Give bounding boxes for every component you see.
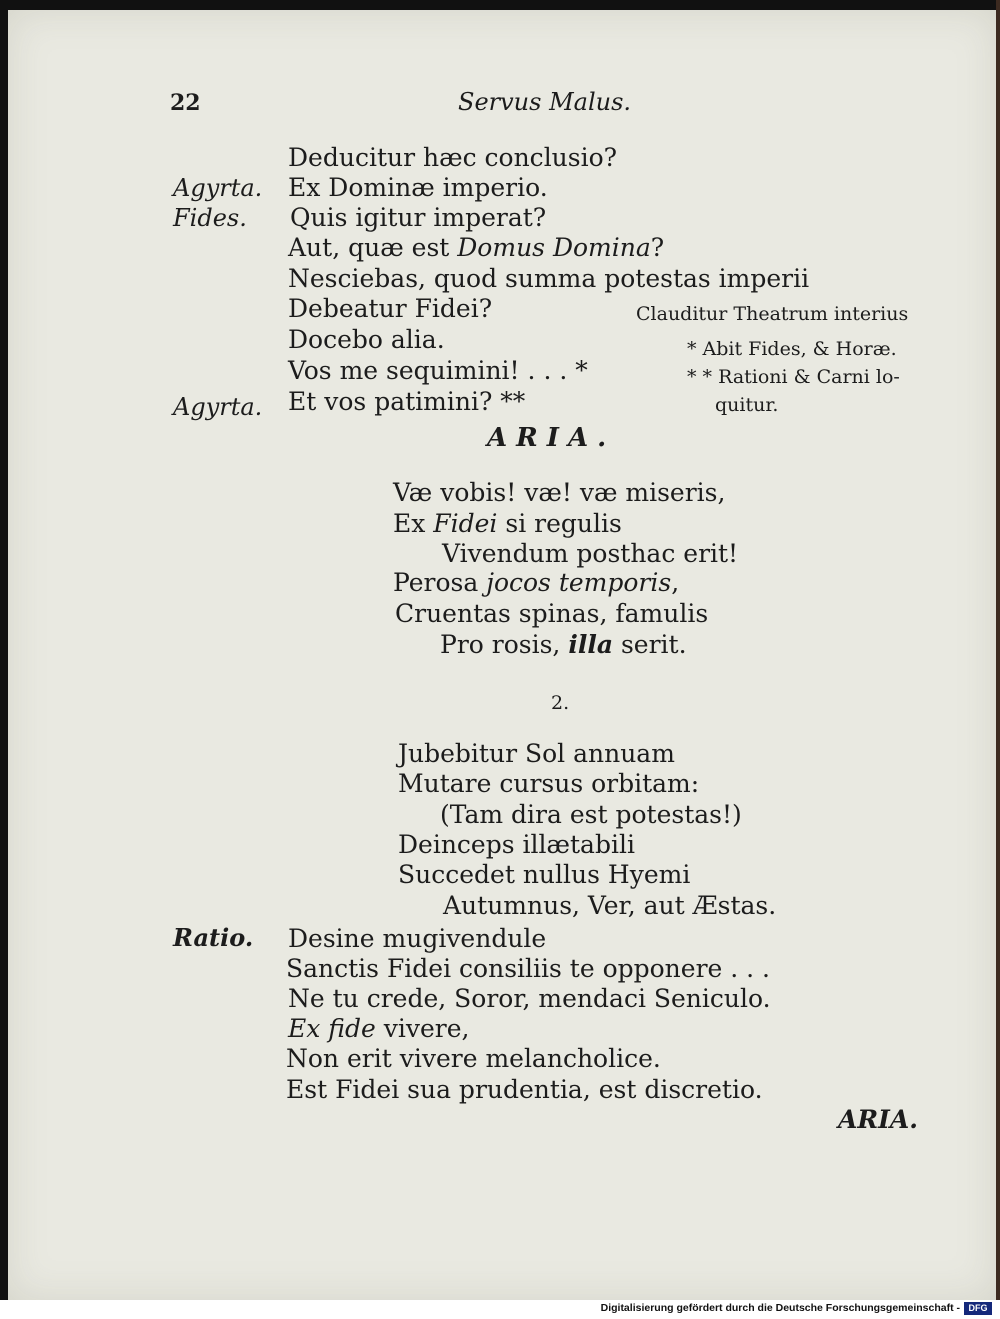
- verse-line: Mutare cursus orbitam:: [398, 769, 700, 798]
- dialogue-line: Et vos patimini? **: [288, 387, 526, 416]
- dialogue-line: Sanctis Fidei consiliis te opponere . . .: [286, 954, 770, 983]
- catchword: ARIA.: [838, 1105, 918, 1134]
- dialogue-line: Quis igitur imperat?: [290, 203, 547, 232]
- speaker-agyrta: Agyrta.: [173, 174, 263, 202]
- verse-line: Ex Fidei si regulis: [393, 509, 622, 538]
- verse-line: Vivendum posthac erit!: [442, 539, 739, 568]
- stage-direction: quitur.: [715, 394, 779, 416]
- verse-line: Jubebitur Sol annuam: [398, 739, 675, 768]
- aria-heading: ARIA.: [487, 423, 616, 453]
- dialogue-line: Vos me sequimini! . . . *: [288, 356, 588, 385]
- footer-credit: Digitalisierung gefördert durch die Deutsche Forschungsgemeinschaft -: [600, 1302, 960, 1314]
- dialogue-line: Nesciebas, quod summa potestas imperii: [288, 264, 810, 293]
- dialogue-line: Non erit vivere melancholice.: [286, 1044, 661, 1073]
- dialogue-line: Ex fide vivere,: [288, 1014, 470, 1043]
- verse-line: (Tam dira est potestas!): [440, 800, 742, 829]
- dialogue-line: Deducitur hæc conclusio?: [288, 143, 618, 172]
- verse-line: Perosa jocos temporis,: [393, 568, 680, 597]
- speaker-agyrta: Agyrta.: [173, 393, 263, 421]
- verse-line: Væ vobis! væ! væ miseris,: [393, 478, 726, 507]
- verse-line: Deinceps illætabili: [398, 830, 635, 859]
- running-head: Servus Malus.: [458, 88, 632, 116]
- dialogue-line: Docebo alia.: [288, 325, 445, 354]
- stage-direction: * Abit Fides, & Horæ.: [687, 338, 897, 360]
- speaker-ratio: Ratio.: [173, 923, 254, 952]
- stage-direction: Clauditur Theatrum interius: [636, 303, 909, 325]
- speaker-fides: Fides.: [173, 204, 247, 232]
- verse-line: Autumnus, Ver, aut Æstas.: [443, 891, 777, 920]
- dfg-logo: DFG: [964, 1302, 992, 1315]
- dialogue-line: Aut, quæ est Domus Domina?: [288, 233, 665, 262]
- verse-line: Cruentas spinas, famulis: [395, 599, 709, 628]
- dialogue-line: Desine mugivendule: [288, 924, 547, 953]
- verse-line: Pro rosis, illa serit.: [440, 630, 687, 659]
- verse-line: Succedet nullus Hyemi: [398, 860, 691, 889]
- dialogue-line: Debeatur Fidei?: [288, 294, 493, 323]
- stage-direction: * * Rationi & Carni lo-: [687, 366, 900, 388]
- dialogue-line: Ne tu crede, Soror, mendaci Seniculo.: [288, 984, 771, 1013]
- page-number: 22: [170, 90, 201, 116]
- dialogue-line: Ex Dominæ imperio.: [288, 173, 548, 202]
- scan-edge: [996, 0, 1000, 1300]
- dialogue-line: Est Fidei sua prudentia, est discretio.: [286, 1075, 763, 1104]
- stanza-number: 2.: [551, 692, 570, 714]
